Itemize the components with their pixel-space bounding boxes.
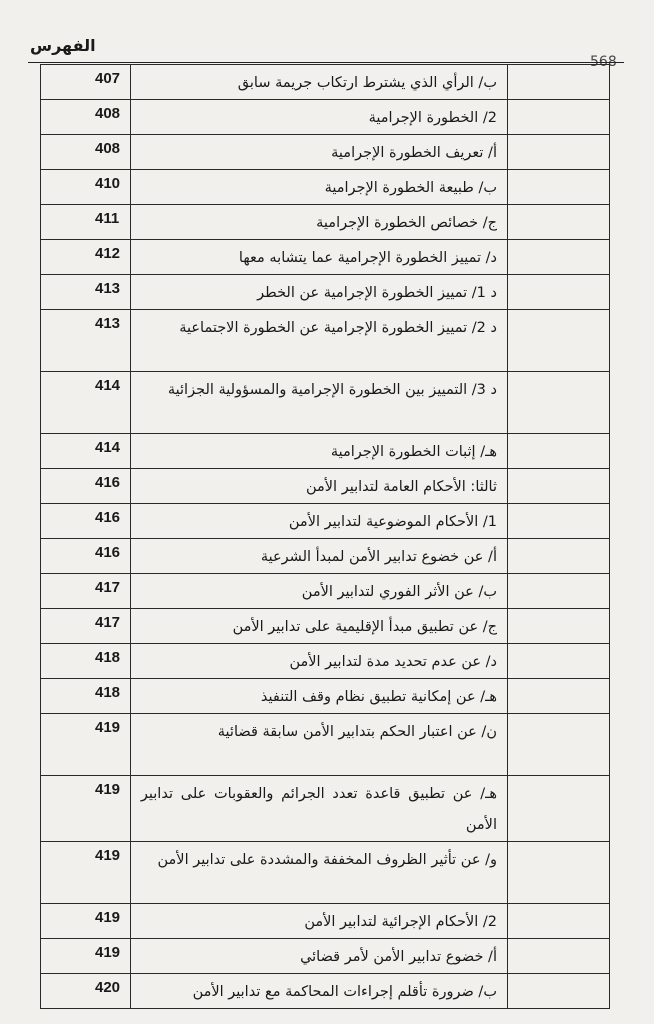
toc-page-number: 419 [41,939,131,974]
toc-entry: هـ/ إثبات الخطورة الإجرامية [130,434,507,469]
blank-column [507,609,609,644]
blank-column [507,434,609,469]
blank-column [507,135,609,170]
toc-page-number: 413 [41,310,131,372]
table-row [41,539,610,574]
header-rule [28,62,624,63]
table-row [41,776,610,842]
blank-column [507,240,609,275]
toc-entry: ب/ ضرورة تأقلم إجراءات المحاكمة مع تدابير الأمن [130,974,507,1009]
blank-column [507,469,609,504]
toc-entry: ب/ طبيعة الخطورة الإجرامية [130,170,507,205]
toc-entry: و/ عن تأثير الظروف المخففة والمشددة على تدابير الأمن [130,842,507,904]
toc-entry: د/ عن عدم تحديد مدة لتدابير الأمن [130,644,507,679]
toc-entry: د 1/ تمييز الخطورة الإجرامية عن الخطر [130,275,507,310]
toc-page-number: 418 [41,644,131,679]
blank-column [507,842,609,904]
table-of-contents [40,64,610,1009]
table-row [41,714,610,776]
blank-column [507,539,609,574]
blank-column [507,372,609,434]
table-row [41,372,610,434]
toc-page-number: 407 [41,65,131,100]
toc-entry: أ/ خضوع تدابير الأمن لأمر قضائي [130,939,507,974]
table-row [41,240,610,275]
table-row [41,939,610,974]
toc-page-number: 417 [41,609,131,644]
toc-entry: 1/ الأحكام الموضوعية لتدابير الأمن [130,504,507,539]
toc-page-number: 418 [41,679,131,714]
toc-page-number: 419 [41,776,131,842]
toc-page-number: 412 [41,240,131,275]
table-row [41,100,610,135]
toc-page-number: 419 [41,904,131,939]
table-row [41,310,610,372]
blank-column [507,776,609,842]
table-row [41,679,610,714]
toc-page-number: 413 [41,275,131,310]
toc-page-number: 414 [41,372,131,434]
table-row [41,205,610,240]
blank-column [507,714,609,776]
toc-entry: ب/ الرأي الذي يشترط ارتكاب جريمة سابق [130,65,507,100]
table-row [41,434,610,469]
toc-entry: 2/ الخطورة الإجرامية [130,100,507,135]
toc-page-number: 416 [41,469,131,504]
toc-entry: ج/ خصائص الخطورة الإجرامية [130,205,507,240]
blank-column [507,504,609,539]
toc-page-number: 419 [41,714,131,776]
page-number: 568 [590,54,617,70]
toc-entry: ب/ عن الأثر الفوري لتدابير الأمن [130,574,507,609]
blank-column [507,939,609,974]
toc-page-number: 419 [41,842,131,904]
blank-column [507,65,609,100]
toc-entry: د 3/ التمييز بين الخطورة الإجرامية والمسؤولية الجزائية [130,372,507,434]
toc-entry: ثالثا: الأحكام العامة لتدابير الأمن [130,469,507,504]
toc-entry: ن/ عن اعتبار الحكم بتدابير الأمن سابقة قضائية [130,714,507,776]
toc-entry: أ/ عن خضوع تدابير الأمن لمبدأ الشرعية [130,539,507,574]
table-row [41,135,610,170]
toc-page-number: 408 [41,100,131,135]
page-header [0,28,654,70]
table-row [41,275,610,310]
table-row [41,644,610,679]
toc-entry: هـ/ عن إمكانية تطبيق نظام وقف التنفيذ [130,679,507,714]
toc-page-number: 416 [41,539,131,574]
blank-column [507,644,609,679]
table-row [41,65,610,100]
blank-column [507,170,609,205]
toc-page-number: 420 [41,974,131,1009]
toc-entry: 2/ الأحكام الإجرائية لتدابير الأمن [130,904,507,939]
blank-column [507,974,609,1009]
toc-page-number: 416 [41,504,131,539]
blank-column [507,205,609,240]
table-row [41,170,610,205]
toc-page-number: 414 [41,434,131,469]
toc-entry: د/ تمييز الخطورة الإجرامية عما يتشابه معها [130,240,507,275]
table-row [41,504,610,539]
toc-entry: د 2/ تمييز الخطورة الإجرامية عن الخطورة الاجتماعية [130,310,507,372]
table-row [41,842,610,904]
toc-entry: هـ/ عن تطبيق قاعدة تعدد الجرائم والعقوبات على تدابير الأمن [130,776,507,842]
blank-column [507,100,609,135]
toc-page-number: 410 [41,170,131,205]
toc-entry: أ/ تعريف الخطورة الإجرامية [130,135,507,170]
blank-column [507,275,609,310]
table-row [41,574,610,609]
blank-column [507,679,609,714]
toc-page-number: 417 [41,574,131,609]
toc-page-number: 411 [41,205,131,240]
toc-entry: ج/ عن تطبيق مبدأ الإقليمية على تدابير الأمن [130,609,507,644]
toc-page-number: 408 [41,135,131,170]
table-row [41,609,610,644]
table-row [41,469,610,504]
section-title: الفهرس [30,36,96,55]
blank-column [507,574,609,609]
table-row [41,974,610,1009]
blank-column [507,904,609,939]
toc-body [41,65,610,1009]
table-row [41,904,610,939]
blank-column [507,310,609,372]
